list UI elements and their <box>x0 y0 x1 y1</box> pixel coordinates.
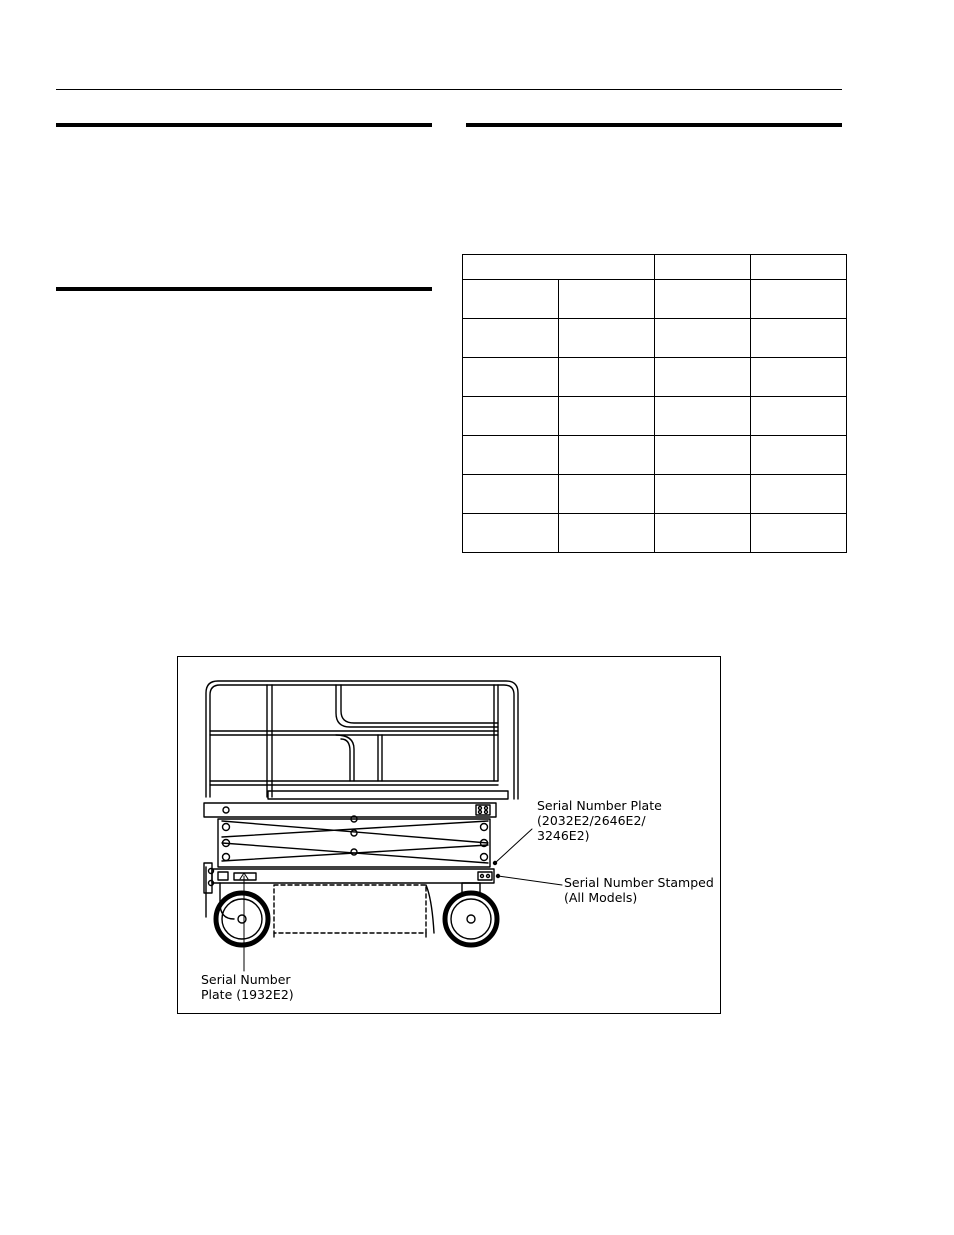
table-cell <box>751 475 847 514</box>
serial-number-table <box>462 254 847 553</box>
table-cell <box>463 358 559 397</box>
table-cell <box>463 475 559 514</box>
table-cell <box>559 475 655 514</box>
table-cell <box>751 319 847 358</box>
table-cell <box>751 358 847 397</box>
table-cell <box>463 397 559 436</box>
table-cell <box>559 280 655 319</box>
table-cell <box>751 436 847 475</box>
table-row <box>463 514 847 553</box>
label-line: (All Models) <box>564 890 638 905</box>
table-cell <box>463 436 559 475</box>
table-cell <box>751 280 847 319</box>
table-cell <box>751 397 847 436</box>
table-header-cell <box>463 255 655 280</box>
label-line: Plate (1932E2) <box>201 987 294 1002</box>
table-row <box>463 436 847 475</box>
table-row <box>463 475 847 514</box>
label-serial-plate-1932e2 <box>201 972 294 1002</box>
left-section-rule-1 <box>56 123 432 127</box>
table-cell <box>559 358 655 397</box>
table-cell <box>463 319 559 358</box>
table-cell <box>559 319 655 358</box>
table-row <box>463 319 847 358</box>
table-cell <box>655 280 751 319</box>
table-cell <box>463 514 559 553</box>
table-cell <box>655 514 751 553</box>
table-cell <box>463 280 559 319</box>
table-cell <box>751 514 847 553</box>
table-cell <box>559 397 655 436</box>
table-row <box>463 280 847 319</box>
header-rule <box>56 89 842 90</box>
label-line: (2032E2/2646E2/ <box>537 813 646 828</box>
serial-number-location-figure <box>177 656 721 1014</box>
table-cell <box>655 475 751 514</box>
label-line: Serial Number <box>201 972 291 987</box>
table-header-row <box>463 255 847 280</box>
table-row <box>463 358 847 397</box>
right-section-rule <box>466 123 842 127</box>
table-cell <box>655 358 751 397</box>
label-line: Serial Number Plate <box>537 798 662 813</box>
table-row <box>463 397 847 436</box>
table-cell <box>655 436 751 475</box>
table-cell <box>655 397 751 436</box>
label-line: 3246E2) <box>537 828 590 843</box>
left-section-rule-2 <box>56 287 432 291</box>
label-line: Serial Number Stamped <box>564 875 714 890</box>
table-cell <box>559 514 655 553</box>
table-header-cell <box>655 255 751 280</box>
label-serial-stamped <box>564 875 714 905</box>
table-cell <box>559 436 655 475</box>
label-serial-plate-2032e2 <box>537 798 662 843</box>
table-cell <box>655 319 751 358</box>
table-header-cell <box>751 255 847 280</box>
